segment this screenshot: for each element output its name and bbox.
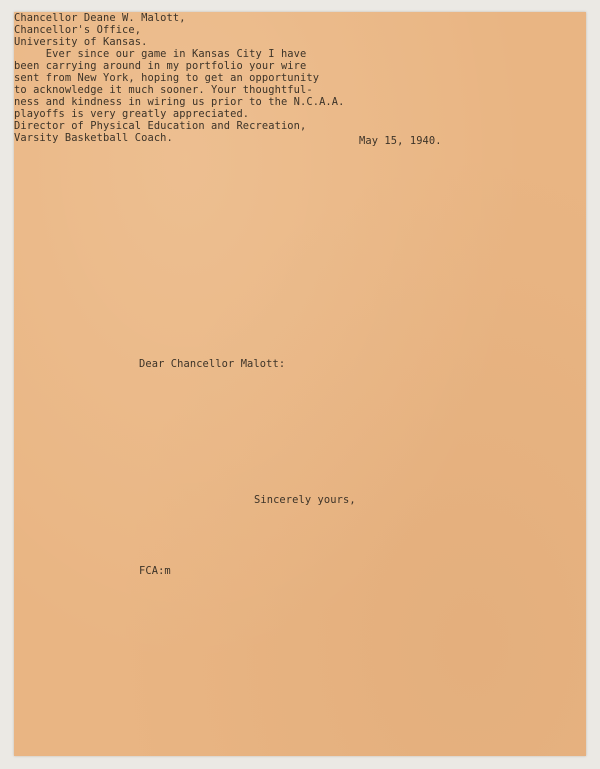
letter-page [14,12,586,756]
address-line: Chancellor's Office, [14,24,142,36]
address-line: University of Kansas. [14,36,148,48]
signature-line: Director of Physical Education and Recreation, [14,120,307,132]
recipient-address [14,12,586,48]
address-line: Chancellor Deane W. Malott, [14,12,186,24]
body-line: sent from New York, hoping to get an opportunity [14,72,320,84]
salutation: Dear Chancellor Malott: [139,358,286,370]
closing: Sincerely yours, [254,494,356,506]
letter-date: May 15, 1940. [359,135,442,147]
signature-block [14,120,586,144]
body-line: Ever since our game in Kansas City I have [14,48,307,60]
body-line: ness and kindness in wiring us prior to the N.C.A.A. [14,96,345,108]
body-line: been carrying around in my portfolio your wire [14,60,307,72]
body-line: to acknowledge it much sooner. Your thoughtful- [14,84,313,96]
body-line: playoffs is very greatly appreciated. [14,108,250,120]
signature-line: Varsity Basketball Coach. [14,132,173,144]
typist-initials: FCA:m [139,565,171,577]
letter-body [14,48,586,120]
